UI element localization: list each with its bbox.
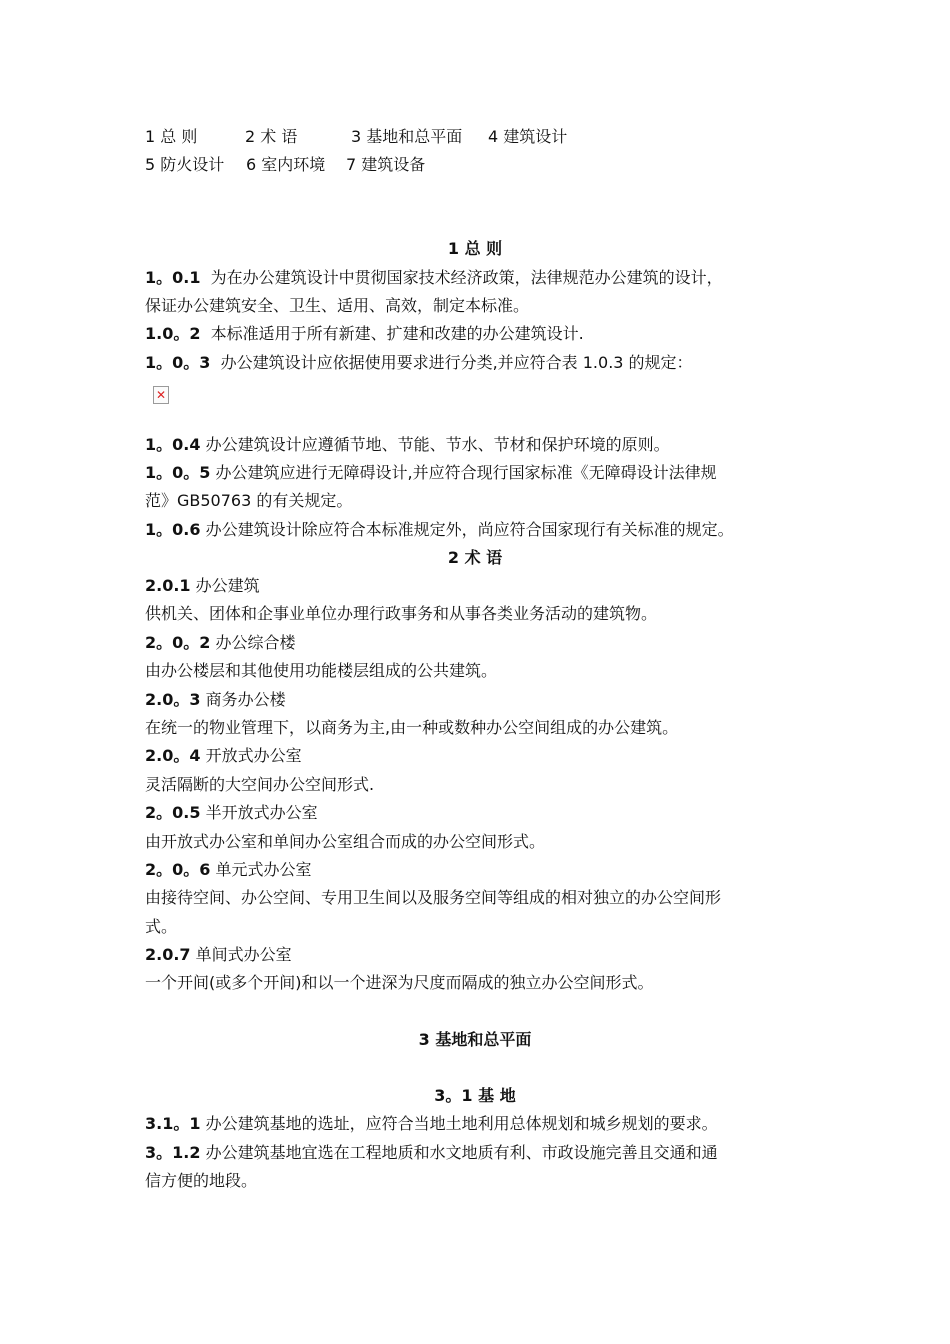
clause-1-0-3 bbox=[145, 349, 810, 377]
clause-text: 办公建筑设计应依据使用要求进行分类,并应符合表 1.0.3 的规定： bbox=[220, 353, 693, 372]
toc-link-architecture[interactable]: 4 建筑设计 bbox=[488, 127, 568, 146]
term-definition: 灵活隔断的大空间办公空间形式. bbox=[145, 775, 375, 794]
term-name: 单间式办公室 bbox=[195, 945, 292, 964]
clause-number: 1。0。3 bbox=[145, 353, 211, 372]
term-definition: 由办公楼层和其他使用功能楼层组成的公共建筑。 bbox=[145, 661, 498, 680]
clause-3-1-1 bbox=[145, 1110, 810, 1138]
term-number: 2.0。3 bbox=[145, 690, 201, 709]
clause-1-0-4 bbox=[145, 431, 810, 459]
clause-text: 办公建筑基地宜选在工程地质和水文地质有利、市政设施完善且交通和通 bbox=[205, 1143, 718, 1162]
clause-text: 办公建筑设计除应符合本标准规定外，尚应符合国家现行有关标准的规定。 bbox=[205, 520, 734, 539]
toc-link-equipment[interactable]: 7 建筑设备 bbox=[346, 155, 426, 174]
clause-number: 1。0.4 bbox=[145, 435, 201, 454]
clause-1-0-1 bbox=[145, 264, 810, 292]
term-name: 半开放式办公室 bbox=[205, 803, 318, 822]
term-name: 办公综合楼 bbox=[215, 633, 296, 652]
clause-number: 1。0.1 bbox=[145, 268, 201, 287]
broken-image-icon[interactable]: ✕ bbox=[153, 386, 169, 404]
clause-text: 本标准适用于所有新建、扩建和改建的办公建筑设计. bbox=[210, 324, 584, 343]
term-2-0-2 bbox=[145, 629, 810, 657]
term-number: 2.0.1 bbox=[145, 576, 191, 595]
term-2-0-5 bbox=[145, 799, 810, 827]
term-number: 2。0。2 bbox=[145, 633, 211, 652]
section-2-heading: 2 术 语 bbox=[447, 548, 503, 567]
clause-1-0-5 bbox=[145, 459, 810, 487]
section-3-heading: 3 基地和总平面 bbox=[418, 1030, 532, 1049]
term-2-0-1 bbox=[145, 572, 810, 600]
clause-text: 为在办公建筑设计中贯彻国家技术经济政策，法律规范办公建筑的设计， bbox=[210, 268, 723, 287]
term-number: 2.0。4 bbox=[145, 746, 201, 765]
clause-number: 1.0。2 bbox=[145, 324, 201, 343]
term-definition: 由开放式办公室和单间办公室组合而成的办公空间形式。 bbox=[145, 832, 546, 851]
clause-text: 办公建筑应进行无障碍设计,并应符合现行国家标准《无障碍设计法律规 bbox=[215, 463, 717, 482]
term-definition: 在统一的物业管理下，以商务为主,由一种或数种办公空间组成的办公建筑。 bbox=[145, 718, 679, 737]
toc-link-interior[interactable]: 6 室内环境 bbox=[246, 155, 326, 174]
term-2-0-7 bbox=[145, 941, 810, 969]
term-number: 2。0。6 bbox=[145, 860, 211, 879]
term-name: 办公建筑 bbox=[195, 576, 260, 595]
term-2-0-6 bbox=[145, 856, 810, 884]
clause-number: 1。0。5 bbox=[145, 463, 211, 482]
term-definition: 一个开间(或多个开间)和以一个进深为尺度而隔成的独立办公空间形式。 bbox=[145, 973, 654, 992]
term-name: 单元式办公室 bbox=[215, 860, 312, 879]
term-name: 商务办公楼 bbox=[205, 690, 286, 709]
term-name: 开放式办公室 bbox=[205, 746, 302, 765]
term-number: 2.0.7 bbox=[145, 945, 191, 964]
term-definition: 由接待空间、办公空间、专用卫生间以及服务空间等组成的相对独立的办公空间形 bbox=[145, 888, 722, 907]
term-number: 2。0.5 bbox=[145, 803, 201, 822]
toc-link-general[interactable]: 1 总 则 bbox=[145, 127, 198, 146]
clause-text-continued: 信方便的地段。 bbox=[145, 1171, 258, 1190]
clause-1-0-6 bbox=[145, 516, 810, 544]
clause-1-0-2 bbox=[145, 320, 810, 348]
toc-link-terms[interactable]: 2 术 语 bbox=[245, 127, 298, 146]
clause-number: 3.1。1 bbox=[145, 1114, 201, 1133]
section-1-heading: 1 总 则 bbox=[447, 239, 503, 258]
clause-text: 办公建筑基地的选址，应符合当地土地利用总体规划和城乡规划的要求。 bbox=[205, 1114, 718, 1133]
term-definition-continued: 式。 bbox=[145, 917, 178, 936]
toc-link-site-plan[interactable]: 3 基地和总平面 bbox=[351, 127, 463, 146]
clause-text-continued: 保证办公建筑安全、卫生、适用、高效，制定本标准。 bbox=[145, 296, 530, 315]
clause-3-1-2 bbox=[145, 1139, 810, 1167]
clause-number: 1。0.6 bbox=[145, 520, 201, 539]
term-definition: 供机关、团体和企事业单位办理行政事务和从事各类业务活动的建筑物。 bbox=[145, 604, 658, 623]
toc-link-fire[interactable]: 5 防火设计 bbox=[145, 155, 225, 174]
subsection-3-1-heading: 3。1 基 地 bbox=[434, 1086, 516, 1105]
term-2-0-3 bbox=[145, 686, 810, 714]
clause-number: 3。1.2 bbox=[145, 1143, 201, 1162]
clause-text: 办公建筑设计应遵循节地、节能、节水、节材和保护环境的原则。 bbox=[205, 435, 670, 454]
clause-text-continued: 范》GB50763 的有关规定。 bbox=[145, 491, 353, 510]
term-2-0-4 bbox=[145, 742, 810, 770]
